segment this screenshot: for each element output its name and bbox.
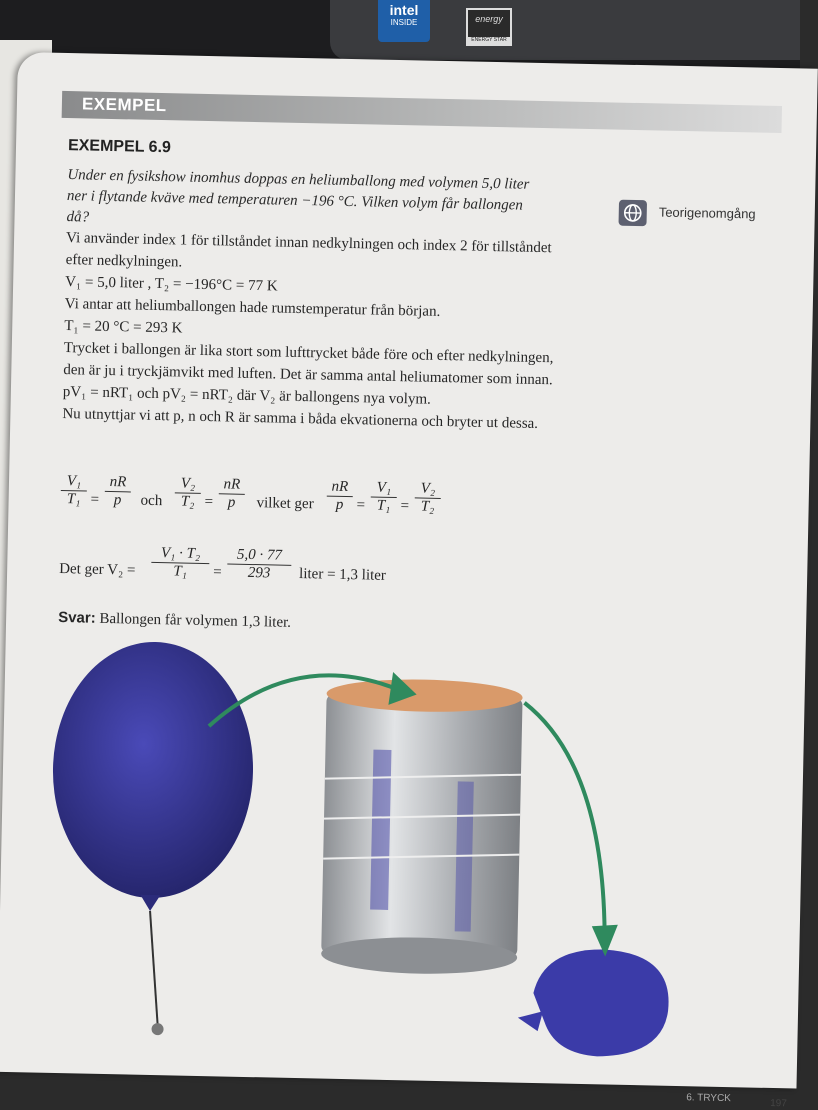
equation-2: T₁ = 20 °C = 293 K [64, 315, 554, 347]
energy-word: energy [468, 14, 510, 24]
inside-text: INSIDE [378, 18, 430, 28]
equals-sign: = [90, 492, 99, 509]
numerator: nR [327, 479, 353, 498]
numerator: V₂ [415, 480, 441, 499]
nitrogen-can [321, 678, 523, 976]
denominator: p [218, 494, 244, 512]
shrunken-balloon [517, 948, 670, 1058]
intel-text: intel [378, 2, 430, 18]
energy-star-text: ENERGY STAR [468, 37, 510, 44]
book-page [0, 52, 818, 1089]
banner-text: EXEMPEL [82, 94, 167, 116]
vilket-ger-text: vilket ger [256, 495, 313, 513]
chapter-footer: 6. TRYCK [686, 1092, 731, 1104]
denominator: T₁ [60, 491, 86, 509]
numerator: 5,0 · 77 [227, 546, 291, 565]
full-balloon [47, 640, 255, 1037]
denominator: T₂ [174, 493, 200, 511]
numerator: V₂ [175, 475, 201, 494]
denominator: T₁ [370, 497, 396, 515]
energy-star-sticker [466, 8, 512, 46]
equals-sign: = [400, 498, 409, 515]
equals-sign: = [213, 564, 222, 581]
solution-para-2: Vi antar att heliumballongen hade rumstemperatur från början. [65, 293, 555, 325]
denominator: 293 [227, 564, 291, 582]
theory-label: Teorigenomgång [659, 204, 756, 221]
equals-sign: = [204, 494, 213, 511]
example-title: EXEMPEL 6.9 [68, 137, 171, 157]
denominator: p [104, 492, 130, 510]
solution-para-3: Trycket i ballongen är lika stort som lufttrycket både före och efter nedkylningen, den är ju i tryckjämvikt med luften. Det är samma antal heliumatomer som innan. [63, 337, 554, 391]
och-word: och [140, 493, 162, 510]
denominator: p [326, 497, 352, 515]
equation-3: pV₁ = nRT₁ och pV₂ = nRT₂ där V₂ är ballongens nya volym. [63, 381, 553, 413]
intel-inside-sticker [378, 0, 430, 42]
answer-text: Ballongen får volymen 1,3 liter. [96, 611, 292, 631]
result-suffix: liter = 1,3 liter [299, 566, 386, 585]
denominator: T₂ [414, 498, 440, 516]
numerator: nR [219, 476, 245, 495]
numerator: V₁ [61, 473, 87, 492]
equation-1: V₁ = 5,0 liter , T₂ = −196°C = 77 K [65, 271, 555, 303]
answer-label: Svar: [58, 609, 96, 627]
denominator: T₁ [151, 563, 209, 581]
solution-para-1: Vi använder index 1 för tillståndet innan nedkylningen och index 2 för tillståndet efter nedkylningen. [65, 227, 556, 281]
equals-sign: = [356, 497, 365, 514]
numerator: nR [105, 474, 131, 493]
balloon-illustration [0, 52, 818, 1089]
page-number: 197 [770, 1098, 787, 1109]
example-question: Under en fysikshow inomhus doppas en heliumballong med volymen 5,0 liter ner i flytande kväve med temperaturen −196 °C. Vilken volym får ballongen då? [66, 165, 547, 238]
result-prefix: Det ger V₂ = [59, 561, 136, 580]
numerator: V₁ · T₂ [151, 545, 209, 564]
numerator: V₁ [371, 479, 397, 498]
solution-para-4: Nu utnyttjar vi att p, n och R är samma i båda ekvationerna och bryter ut dessa. [62, 403, 552, 435]
